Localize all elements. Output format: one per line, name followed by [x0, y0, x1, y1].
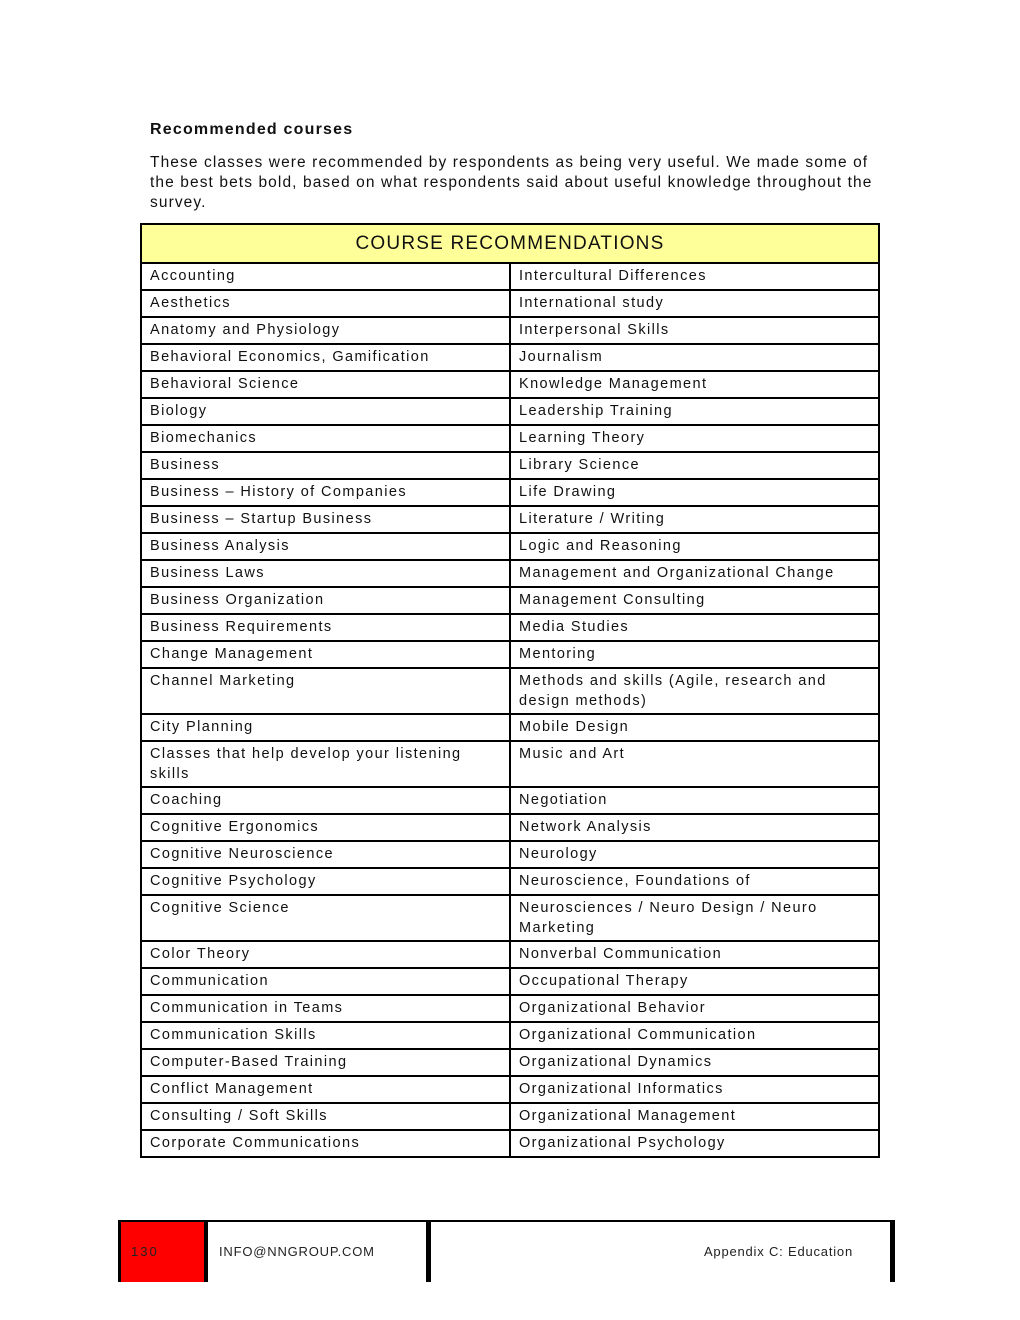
course-cell-right: Methods and skills (Agile, research and design methods) — [510, 668, 879, 714]
course-cell-right: Learning Theory — [510, 425, 879, 452]
table-row — [141, 479, 879, 506]
course-cell-right: Neurosciences / Neuro Design / Neuro Marketing — [510, 895, 879, 941]
course-cell-left: Cognitive Ergonomics — [141, 814, 510, 841]
course-cell-left: Accounting — [141, 263, 510, 290]
table-row — [141, 452, 879, 479]
table-row — [141, 1049, 879, 1076]
course-cell-left: Cognitive Neuroscience — [141, 841, 510, 868]
course-cell-left: Consulting / Soft Skills — [141, 1103, 510, 1130]
course-cell-right: Mentoring — [510, 641, 879, 668]
course-cell-right: Media Studies — [510, 614, 879, 641]
table-row — [141, 1103, 879, 1130]
table-body — [141, 263, 879, 1157]
table-row — [141, 1130, 879, 1157]
course-cell-left: Color Theory — [141, 941, 510, 968]
page-footer — [118, 1220, 895, 1282]
course-cell-right: International study — [510, 290, 879, 317]
table-row — [141, 344, 879, 371]
intro-paragraph: These classes were recommended by respondents as being very useful. We made some of the best bets bold, based on what respondents said about useful knowledge throughout the survey. — [150, 154, 873, 211]
table-row — [141, 668, 879, 714]
course-cell-right: Organizational Communication — [510, 1022, 879, 1049]
table-row — [141, 614, 879, 641]
table-row — [141, 560, 879, 587]
table-title: COURSE RECOMMENDATIONS — [141, 224, 879, 263]
table-row — [141, 641, 879, 668]
footer-section-title: Appendix C: Education — [703, 1244, 853, 1259]
course-cell-left: Business Analysis — [141, 533, 510, 560]
course-cell-right: Negotiation — [510, 787, 879, 814]
table-row — [141, 290, 879, 317]
course-cell-right: Network Analysis — [510, 814, 879, 841]
course-cell-right: Organizational Psychology — [510, 1130, 879, 1157]
table-row — [141, 1076, 879, 1103]
course-cell-left: Cognitive Science — [141, 895, 510, 941]
course-cell-left: Behavioral Economics, Gamification — [141, 344, 510, 371]
course-cell-left: Anatomy and Physiology — [141, 317, 510, 344]
course-cell-right: Occupational Therapy — [510, 968, 879, 995]
course-cell-right: Organizational Informatics — [510, 1076, 879, 1103]
course-cell-left: Cognitive Psychology — [141, 868, 510, 895]
course-cell-left: Behavioral Science — [141, 371, 510, 398]
course-cell-right: Organizational Management — [510, 1103, 879, 1130]
table-row — [141, 814, 879, 841]
course-cell-left: Communication in Teams — [141, 995, 510, 1022]
table-row — [141, 714, 879, 741]
course-cell-right: Interpersonal Skills — [510, 317, 879, 344]
course-cell-right: Knowledge Management — [510, 371, 879, 398]
table-row — [141, 895, 879, 941]
course-cell-right: Leadership Training — [510, 398, 879, 425]
footer-right-bar — [890, 1222, 895, 1282]
course-cell-right: Organizational Behavior — [510, 995, 879, 1022]
table-row — [141, 506, 879, 533]
course-cell-right: Management Consulting — [510, 587, 879, 614]
course-cell-right: Intercultural Differences — [510, 263, 879, 290]
table-row — [141, 868, 879, 895]
course-cell-left: Channel Marketing — [141, 668, 510, 714]
course-cell-left: Communication Skills — [141, 1022, 510, 1049]
table-row — [141, 968, 879, 995]
table-row — [141, 398, 879, 425]
footer-email: INFO@NNGROUP.COM — [219, 1244, 375, 1259]
table-row — [141, 587, 879, 614]
course-cell-left: Business – History of Companies — [141, 479, 510, 506]
course-cell-right: Neurology — [510, 841, 879, 868]
course-cell-right: Logic and Reasoning — [510, 533, 879, 560]
page-number: 130 — [131, 1244, 159, 1259]
course-cell-right: Music and Art — [510, 741, 879, 787]
course-cell-left: Business Laws — [141, 560, 510, 587]
page-number-box — [118, 1222, 208, 1282]
table-row — [141, 533, 879, 560]
course-cell-left: Business Requirements — [141, 614, 510, 641]
course-cell-right: Neuroscience, Foundations of — [510, 868, 879, 895]
table-row — [141, 317, 879, 344]
footer-divider — [426, 1222, 431, 1282]
course-cell-right: Literature / Writing — [510, 506, 879, 533]
course-cell-left: Business Organization — [141, 587, 510, 614]
table-row — [141, 1022, 879, 1049]
course-cell-left: City Planning — [141, 714, 510, 741]
course-cell-left: Computer-Based Training — [141, 1049, 510, 1076]
course-cell-right: Life Drawing — [510, 479, 879, 506]
course-cell-left: Conflict Management — [141, 1076, 510, 1103]
table-row — [141, 787, 879, 814]
course-recommendations-table — [140, 223, 880, 1158]
course-cell-left: Corporate Communications — [141, 1130, 510, 1157]
course-cell-right: Management and Organizational Change — [510, 560, 879, 587]
course-cell-left: Business – Startup Business — [141, 506, 510, 533]
course-cell-right: Mobile Design — [510, 714, 879, 741]
table-row — [141, 741, 879, 787]
course-cell-left: Coaching — [141, 787, 510, 814]
course-cell-right: Nonverbal Communication — [510, 941, 879, 968]
course-cell-left: Biology — [141, 398, 510, 425]
table-row — [141, 425, 879, 452]
course-cell-right: Organizational Dynamics — [510, 1049, 879, 1076]
table-row — [141, 995, 879, 1022]
course-cell-left: Aesthetics — [141, 290, 510, 317]
course-cell-left: Communication — [141, 968, 510, 995]
table-row — [141, 371, 879, 398]
course-cell-left: Classes that help develop your listening skills — [141, 741, 510, 787]
table-row — [141, 941, 879, 968]
course-cell-left: Change Management — [141, 641, 510, 668]
course-cell-right: Library Science — [510, 452, 879, 479]
course-cell-right: Journalism — [510, 344, 879, 371]
table-row — [141, 841, 879, 868]
course-cell-left: Biomechanics — [141, 425, 510, 452]
section-heading: Recommended courses — [150, 121, 354, 138]
course-cell-left: Business — [141, 452, 510, 479]
table-row — [141, 263, 879, 290]
